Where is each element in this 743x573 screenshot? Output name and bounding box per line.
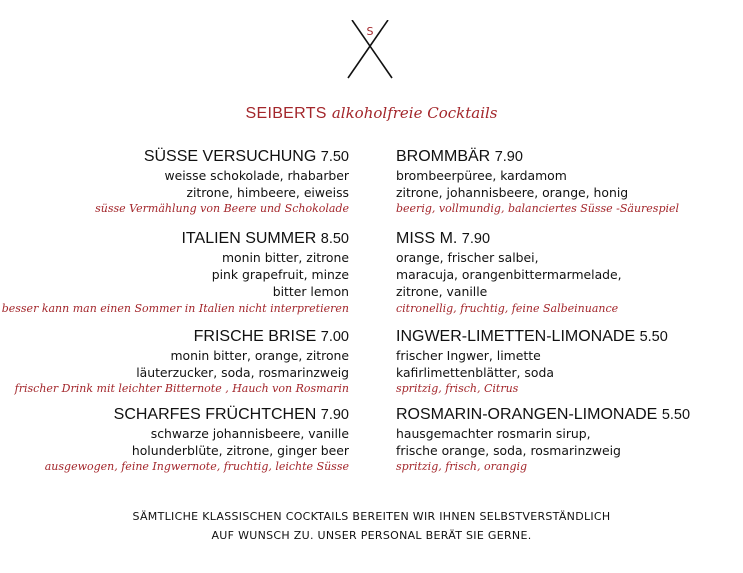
menu-item-name: MISS M. bbox=[396, 230, 458, 247]
menu-item bbox=[0, 147, 349, 217]
menu-item-price: 7.90 bbox=[461, 231, 491, 247]
menu-item-description: frischer Drink mit leichter Bitternote , Hauch von Rosmarin bbox=[14, 382, 349, 396]
menu-item-ingredients: frischer Ingwer, limette bbox=[396, 348, 541, 363]
menu-title-subtitle: alkoholfreie Cocktails bbox=[331, 104, 498, 122]
menu-item-description: beerig, vollmundig, balanciertes Süsse -Säurespiel bbox=[396, 202, 680, 216]
menu-item-heading bbox=[0, 327, 349, 347]
menu-item-heading bbox=[0, 405, 349, 425]
menu-item-description: citronellig, fruchtig, feine Salbeinuance bbox=[396, 301, 619, 315]
menu-item-heading bbox=[0, 147, 349, 167]
menu-item-ingredients: zitrone, himbeere, eiweiss bbox=[186, 185, 349, 201]
menu-item-ingredients: schwarze johannisbeere, vanille bbox=[150, 426, 349, 441]
menu-item-heading bbox=[396, 147, 736, 167]
crossed-lines-logo-icon bbox=[344, 20, 396, 82]
menu-item-ingredients: zitrone, johannisbeere, orange, honig bbox=[396, 185, 629, 201]
logo-letter: S bbox=[366, 25, 374, 38]
menu-item-ingredients: frische orange, soda, rosmarinzweig bbox=[396, 443, 621, 459]
menu-item-ingredients: weisse schokolade, rhabarber bbox=[164, 168, 349, 183]
menu-item bbox=[396, 147, 736, 217]
menu-item-name: SCHARFES FRÜCHTCHEN bbox=[113, 406, 317, 423]
menu-item bbox=[0, 327, 349, 397]
menu-item-ingredients: brombeerpüree, kardamom bbox=[396, 168, 567, 183]
menu-item-ingredients: hausgemachter rosmarin sirup, bbox=[396, 426, 591, 441]
menu-item bbox=[396, 327, 736, 397]
menu-item-description: spritzig, frisch, Citrus bbox=[396, 382, 519, 396]
menu-item-name: ITALIEN SUMMER bbox=[181, 230, 317, 247]
menu-item-ingredients: zitrone, vanille bbox=[396, 284, 488, 300]
menu-item bbox=[396, 229, 736, 317]
menu-item-ingredients: monin bitter, zitrone bbox=[221, 250, 349, 265]
menu-item-ingredients: läuterzucker, soda, rosmarinzweig bbox=[136, 365, 349, 381]
menu-item-name: INGWER-LIMETTEN-LIMONADE bbox=[396, 328, 636, 345]
menu-item-description: besser kann man einen Sommer in Italien nicht interpretieren bbox=[1, 301, 349, 315]
menu-item-price: 5.50 bbox=[639, 329, 668, 345]
menu-item-name: ROSMARIN-ORANGEN-LIMONADE bbox=[396, 406, 658, 423]
menu-item-description: ausgewogen, feine Ingwernote, fruchtig, leichte Süsse bbox=[44, 460, 349, 474]
menu-item-name: SÜSSE VERSUCHUNG bbox=[143, 148, 317, 165]
menu-item-ingredients: orange, frischer salbei, bbox=[396, 250, 539, 265]
menu-item-name: BROMMBÄR bbox=[396, 148, 491, 165]
menu-item-price: 7.50 bbox=[320, 149, 349, 165]
menu-item bbox=[0, 405, 349, 475]
menu-item-ingredients: bitter lemon bbox=[272, 284, 349, 300]
menu-item-heading bbox=[396, 405, 736, 425]
menu-item-price: 8.50 bbox=[320, 231, 349, 247]
menu-item-ingredients: holunderblüte, zitrone, ginger beer bbox=[131, 443, 349, 459]
menu-item-price: 7.90 bbox=[494, 149, 523, 165]
menu-item-ingredients: monin bitter, orange, zitrone bbox=[170, 348, 349, 363]
seiberts-logo bbox=[344, 20, 396, 82]
menu-title-brand: SEIBERTS bbox=[245, 105, 327, 122]
menu-item bbox=[396, 405, 736, 475]
menu-item-heading bbox=[396, 229, 736, 249]
menu-item-price: 5.50 bbox=[661, 407, 691, 423]
menu-item bbox=[0, 229, 349, 317]
menu-item-name: FRISCHE BRISE bbox=[193, 328, 317, 345]
menu-title bbox=[0, 103, 743, 123]
menu-item-price: 7.00 bbox=[320, 329, 349, 345]
footer-line-1: SÄMTLICHE KLASSISCHEN COCKTAILS BEREITEN WIR IHNEN SELBSTVERSTÄNDLICH bbox=[132, 510, 611, 523]
menu-item-ingredients: pink grapefruit, minze bbox=[211, 267, 349, 283]
menu-item-description: spritzig, frisch, orangig bbox=[396, 460, 528, 474]
footer-line-2: AUF WUNSCH ZU. UNSER PERSONAL BERÄT SIE GERNE. bbox=[211, 529, 532, 542]
menu-item-description: süsse Vermählung von Beere und Schokolade bbox=[95, 202, 349, 216]
menu-item-heading bbox=[396, 327, 736, 347]
menu-item-ingredients: kafirlimettenblätter, soda bbox=[396, 365, 554, 381]
menu-item-price: 7.90 bbox=[320, 407, 349, 423]
footer-note bbox=[0, 507, 743, 545]
menu-item-ingredients: maracuja, orangenbittermarmelade, bbox=[396, 267, 622, 283]
menu-item-heading bbox=[0, 229, 349, 249]
